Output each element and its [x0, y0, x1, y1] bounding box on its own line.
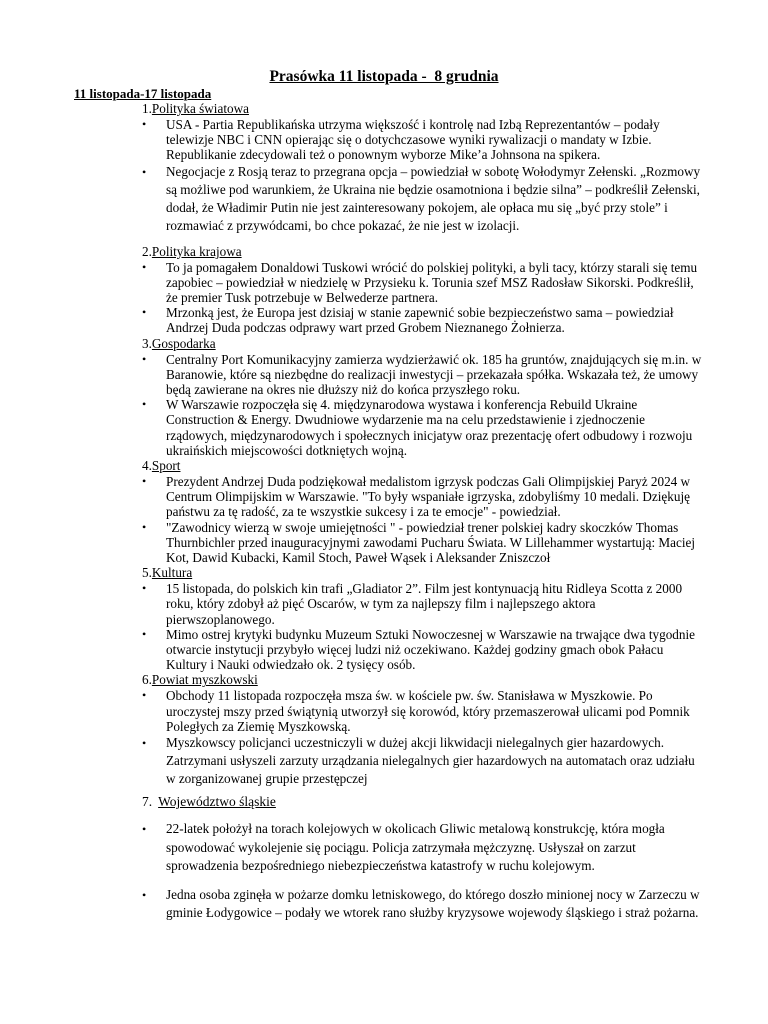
section-heading [142, 565, 702, 581]
list-item [142, 163, 702, 235]
list-item [142, 352, 702, 398]
section-heading [142, 458, 702, 474]
bullet-icon: • [142, 519, 147, 534]
section-title: Województwo śląskie [158, 794, 276, 810]
list-item [142, 688, 702, 734]
bullet-icon: • [142, 397, 147, 412]
list-item-text: To ja pomagałem Donaldowi Tuskowi wrócić do polskiej polityki, a byli tacy, którzy starali się temu zapobiec – powiedział w niedzielę w Przysieku k. Torunia szef MSZ Radosław Sikorski. Podkreślił, że premier Tusk potrzebuje w Belwederze partnera. [166, 259, 698, 306]
list-item [142, 627, 702, 673]
section-number: 6. [142, 672, 152, 688]
section-number: 1. [142, 101, 152, 116]
section-title: Kultura [151, 565, 193, 581]
sections-container [142, 101, 702, 933]
date-range-heading: 11 listopada-17 listopada [74, 86, 212, 101]
section-title: Polityka krajowa [151, 243, 242, 259]
section-heading [142, 101, 702, 117]
document-title: Prasówka 11 listopada - 8 grudnia [269, 68, 499, 85]
list-item [142, 397, 702, 458]
list-item-text: Obchody 11 listopada rozpoczęła msza św. w kościele pw. św. Stanisława w Myszkowie. Po uroczystej mszy przed świątynią utworzył się korowód, który przemaszerował ulicami pod Pomnik Poległych za Ziemię Myszkowską. [166, 688, 690, 734]
list-item [142, 260, 702, 306]
list-item-text: Negocjacje z Rosją teraz to przegrana opcja – powiedział w sobotę Wołodymyr Zełenski. „Rozmowy są możliwe pod warunkiem, że Ukraina nie będzie osamotniona i będzie silna” – podkreślił Zełenski, dodał, że Władimir Putin nie jest zainteresowany pokojem, ale opłaca mu się „być przy stole” i rozmawiać z przywódcami, bo chce pokazać, że nie jest w izolacji. [166, 163, 701, 233]
list-item-text: 22-latek położył na torach kolejowych w okolicach Gliwic metalową konstrukcję, która mogła spowodować wykolejenie się pociągu. Policja zatrzymała mężczyznę. Usłyszał on zarzut sprowadzenia bezpośredniego niebezpieczeństwa katastrofy w ruchu kolejowym. [166, 821, 665, 874]
bullet-list [142, 117, 702, 163]
bullet-icon: • [142, 887, 147, 902]
section-heading [142, 244, 702, 260]
list-item [142, 886, 702, 923]
bullet-list [142, 260, 702, 336]
list-item [142, 581, 702, 627]
list-item [142, 520, 702, 566]
bullet-icon: • [142, 626, 147, 641]
list-item [142, 820, 702, 876]
bullet-list [142, 352, 702, 458]
bullet-icon: • [142, 259, 147, 274]
section-number: 7. [142, 794, 153, 810]
section-title: Powiat myszkowski [151, 672, 258, 688]
list-item-text: Mimo ostrej krytyki budynku Muzeum Sztuki Nowoczesnej w Warszawie na trwające dwa tygodnie otwarcie instytucji przybyło więcej ludzi niż oczekiwano. Każdej godziny gmach obok Pałacu Kultury i Nauki odwiedzało ok. 2 tysięcy osób. [166, 626, 695, 673]
bullet-icon: • [142, 305, 147, 320]
bullet-icon: • [142, 581, 147, 596]
section-heading [142, 794, 702, 810]
section-heading [142, 336, 702, 352]
section-number: 3. [142, 335, 152, 351]
list-item-text: Myszkowscy policjanci uczestniczyli w dużej akcji likwidacji nielegalnych gier hazardowych. Zatrzymani usłyszeli zarzuty urządzania nielegalnych gier hazardowych na automatach oraz udziału w zorganizowanej grupie przestępczej [166, 735, 695, 787]
section-heading [142, 672, 702, 688]
list-item-text: W Warszawie rozpoczęła się 4. międzynarodowa wystawa i konferencja Rebuild Ukraine Construction & Energy. Dwudniowe wydarzenie ma na celu przedstawienie i zjednoczenie rządowych, międzynarodowych i społecznych inicjatyw oraz prezentację ofert odbudowy i rozwoju ukraińskich miejscowości dotkniętych wojną. [166, 397, 693, 458]
bullet-icon: • [142, 736, 147, 751]
list-item-text: "Zawodnicy wierzą w swoje umiejętności " - powiedział trener polskiej kadry skoczków Thomas Thurnbichler przed inauguracyjnymi zawodami Pucharu Świata. W Lillehammer wystartują: Maciej Kot, Dawid Kubacki, Kamil Stoch, Paweł Wąsek i Aleksander Zniszczoł [166, 519, 696, 566]
list-item [142, 117, 702, 163]
bullet-list [142, 688, 702, 734]
list-item-text: Prezydent Andrzej Duda podziękował medalistom igrzysk podczas Gali Olimpijskiej Paryż 2024 w Centrum Olimpijskim w Warszawie. "To były wspaniałe igrzyska, zdobyliśmy 10 medali. Dziękuję państwu za tę radość, za te wszystkie sukcesy i za te emocje" - powiedział. [166, 474, 691, 520]
bullet-icon: • [142, 351, 147, 366]
bullet-list [142, 734, 702, 788]
bullet-icon: • [142, 822, 147, 837]
list-item [142, 305, 702, 335]
bullet-list [142, 820, 702, 923]
bullet-list [142, 474, 702, 565]
list-item-text: USA - Partia Republikańska utrzyma większość i kontrolę nad Izbą Reprezentantów – podały telewizje NBC i CNN opierając się o dotychczasowe wyniki rywalizacji o mandaty w Izbie. Republikanie zdecydowali też o ponownym wyborze Mike’a Johnsona na spikera. [166, 117, 660, 163]
section-title: Gospodarka [151, 335, 216, 351]
list-item-text: 15 listopada, do polskich kin trafi „Gladiator 2”. Film jest kontynuacją hitu Ridleya Scotta z 2000 roku, który zdobył aż pięć Oscarów, w tym za najlepszy film i najlepszego aktora pierwszoplanowego. [166, 581, 683, 627]
list-item [142, 474, 702, 520]
list-item-text: Jedna osoba zginęła w pożarze domku letniskowego, do którego doszło minionej nocy w Zarzeczu w gminie Łodygowice – podały we wtorek rano służby kryzysowe wojewody śląskiego i straż pożarna. [166, 886, 700, 921]
section-title: Polityka światowa [151, 101, 249, 116]
bullet-list [142, 581, 702, 672]
bullet-icon: • [142, 474, 147, 489]
bullet-icon: • [142, 117, 147, 131]
bullet-icon: • [142, 688, 147, 703]
list-item-text: Centralny Port Komunikacyjny zamierza wydzierżawić ok. 185 ha gruntów, znajdujących się m.in. w Baranowie, które są niezbędne do realizacji inwestycji – przekazała spółka. Wskazała też, że umowy będą zawierane na okres nie dłuższy niż do końca przyszłego roku. [166, 351, 702, 398]
section-number: 4. [142, 458, 152, 474]
section-title: Sport [151, 458, 181, 474]
section-number: 2. [142, 243, 152, 259]
list-item-text: Mrzonką jest, że Europa jest dzisiaj w stanie zapewnić sobie bezpieczeństwo sama – powiedział Andrzej Duda podczas odprawy wart przed Grobem Nieznanego Żołnierza. [166, 305, 674, 336]
section-number: 5. [142, 565, 152, 581]
bullet-list [142, 163, 702, 235]
bullet-icon: • [142, 164, 147, 179]
list-item [142, 734, 702, 788]
